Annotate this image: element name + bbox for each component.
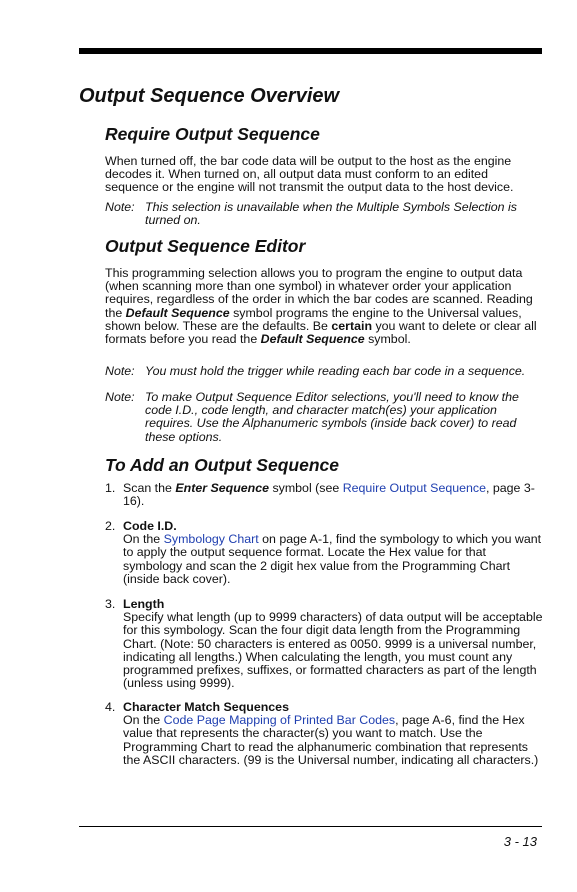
certain-term: certain — [331, 318, 373, 333]
editor-note-trigger — [105, 365, 545, 378]
step-number: 1. — [105, 481, 116, 495]
step-text: , page 3-16). — [123, 481, 535, 509]
step-number: 4. — [105, 700, 116, 714]
step-text: on page A-1, find the symbology to which you want to apply the output sequence format. Locate the Hex value for that symbology and scan the 2 digit hex value from the Programming Chart (inside back cover). — [123, 532, 542, 586]
require-paragraph: When turned off, the bar code data will be output to the host as the engine decodes it. When turned on, all output data must conform to an edited sequence or the engine will not transmit the output data to the host device. — [105, 154, 514, 195]
symbology-chart-link[interactable]: Symbology Chart — [163, 532, 259, 547]
editor-text: symbol programs the engine to the Universal values, shown below. These are the defaults. Be — [105, 305, 522, 333]
step-title: Character Match Sequences — [123, 700, 289, 714]
section-heading-require: Require Output Sequence — [105, 124, 320, 144]
step-text: symbol (see — [269, 481, 343, 495]
note-text: This selection is unavailable when the Multiple Symbols Selection is turned on. — [145, 200, 517, 228]
step-body — [123, 482, 545, 508]
step-number: 3. — [105, 597, 116, 611]
step-text: On the — [123, 532, 164, 547]
step-body — [123, 520, 545, 586]
footer-rule — [79, 826, 542, 827]
step-text: , page A-6, find the Hex value that represents the character(s) you want to match. Use the Programming Chart to read the alphanumeric combination that represents the ASCII characters. (99 is the Universal number, indicating all characters.) — [123, 713, 539, 767]
top-rule — [79, 48, 542, 54]
editor-text: This programming selection allows you to program the engine to output data (when scanning more than one symbol) in whatever order your application requires, regardless of the order in which the bar codes are scanned. Reading the — [105, 266, 533, 320]
step-title: Code I.D. — [123, 519, 177, 533]
note-text: To make Output Sequence Editor selections, you'll need to know the code I.D., code length, and character match(es) your application requires. Use the Alphanumeric symbols (inside back cover) to read these options. — [145, 390, 519, 444]
step-title: Length — [123, 597, 165, 611]
editor-text: you want to delete or clear all formats before you read the — [105, 318, 537, 347]
require-output-sequence-link[interactable]: Require Output Sequence — [342, 481, 486, 495]
note-label: Note: — [105, 390, 135, 404]
step-text: On the — [123, 713, 164, 728]
step-4 — [105, 701, 545, 767]
note-text: You must hold the trigger while reading each bar code in a sequence. — [145, 364, 526, 378]
note-label: Note: — [105, 200, 135, 214]
page-title: Output Sequence Overview — [79, 85, 340, 107]
step-body — [123, 598, 545, 690]
editor-note-selections — [105, 391, 545, 444]
require-note — [105, 201, 545, 227]
step-1 — [105, 482, 545, 508]
editor-text: symbol. — [364, 332, 411, 347]
enter-sequence-term: Enter Sequence — [175, 481, 270, 495]
step-2 — [105, 520, 545, 586]
note-label: Note: — [105, 364, 135, 378]
section-heading-editor: Output Sequence Editor — [105, 236, 306, 256]
step-number: 2. — [105, 519, 116, 533]
page-number: 3 - 13 — [503, 834, 537, 849]
code-page-mapping-link[interactable]: Code Page Mapping of Printed Bar Codes — [163, 713, 396, 728]
step-text: Specify what length (up to 9999 characters) of data output will be acceptable for this symbology. Scan the four digit data length from the Programming Chart. (Note: 50 characters is entered as 0050. 9999 is a universal number, indicating all lengths.) When calculating the length, you must count any programmed prefixes, suffixes, or formatted characters as part of the length (unless using 9999). — [123, 610, 543, 691]
default-sequence-term: Default Sequence — [260, 332, 365, 347]
editor-paragraph — [105, 267, 545, 346]
step-text: Scan the — [123, 481, 176, 495]
default-sequence-term: Default Sequence — [125, 305, 230, 320]
section-heading-add: To Add an Output Sequence — [105, 455, 339, 475]
step-body — [123, 701, 545, 767]
step-3 — [105, 598, 545, 690]
